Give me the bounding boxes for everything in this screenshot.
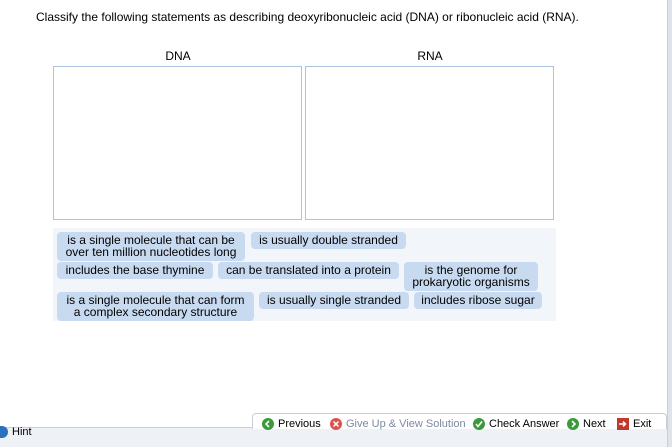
answer-tile[interactable]: can be translated into a protein bbox=[218, 262, 399, 279]
next-button[interactable] bbox=[567, 416, 606, 432]
answer-tile[interactable]: is usually double stranded bbox=[251, 232, 406, 249]
exit-button[interactable] bbox=[617, 416, 651, 432]
answer-tile[interactable]: includes ribose sugar bbox=[414, 292, 542, 309]
next-label: Next bbox=[583, 418, 606, 430]
exit-label: Exit bbox=[633, 418, 652, 430]
answer-tile[interactable]: includes the base thymine bbox=[57, 262, 213, 279]
exit-icon bbox=[617, 418, 629, 430]
hint-button[interactable] bbox=[0, 426, 32, 438]
back-arrow-icon bbox=[262, 418, 274, 430]
previous-button[interactable] bbox=[262, 416, 321, 432]
dna-column-title: DNA bbox=[165, 49, 191, 63]
previous-label: Previous bbox=[278, 418, 321, 430]
cancel-icon bbox=[330, 418, 342, 430]
rna-column-title: RNA bbox=[417, 49, 443, 63]
check-answer-button[interactable] bbox=[473, 416, 559, 432]
hint-label: Hint bbox=[12, 426, 32, 438]
dna-drop-zone[interactable] bbox=[53, 66, 302, 220]
forward-arrow-icon bbox=[567, 418, 579, 430]
rna-drop-zone[interactable] bbox=[305, 66, 554, 220]
answer-tile[interactable]: is a single molecule that can be over ten million nucleotides long bbox=[57, 232, 245, 261]
answer-tile[interactable]: is usually single stranded bbox=[259, 292, 409, 309]
help-icon bbox=[0, 426, 8, 438]
check-answer-label: Check Answer bbox=[489, 418, 560, 430]
question-text: Classify the following statements as describing deoxyribonucleic acid (DNA) or ribonucleic acid (RNA). bbox=[36, 10, 579, 24]
answer-tile[interactable]: is the genome for prokaryotic organisms bbox=[404, 262, 538, 291]
check-icon bbox=[473, 418, 485, 430]
footer-toolbar bbox=[0, 410, 667, 447]
give-up-label: Give Up & View Solution bbox=[346, 418, 466, 430]
window-edge bbox=[667, 0, 672, 447]
answer-tile[interactable]: is a single molecule that can form a complex secondary structure bbox=[57, 292, 254, 321]
give-up-button[interactable] bbox=[330, 416, 466, 432]
